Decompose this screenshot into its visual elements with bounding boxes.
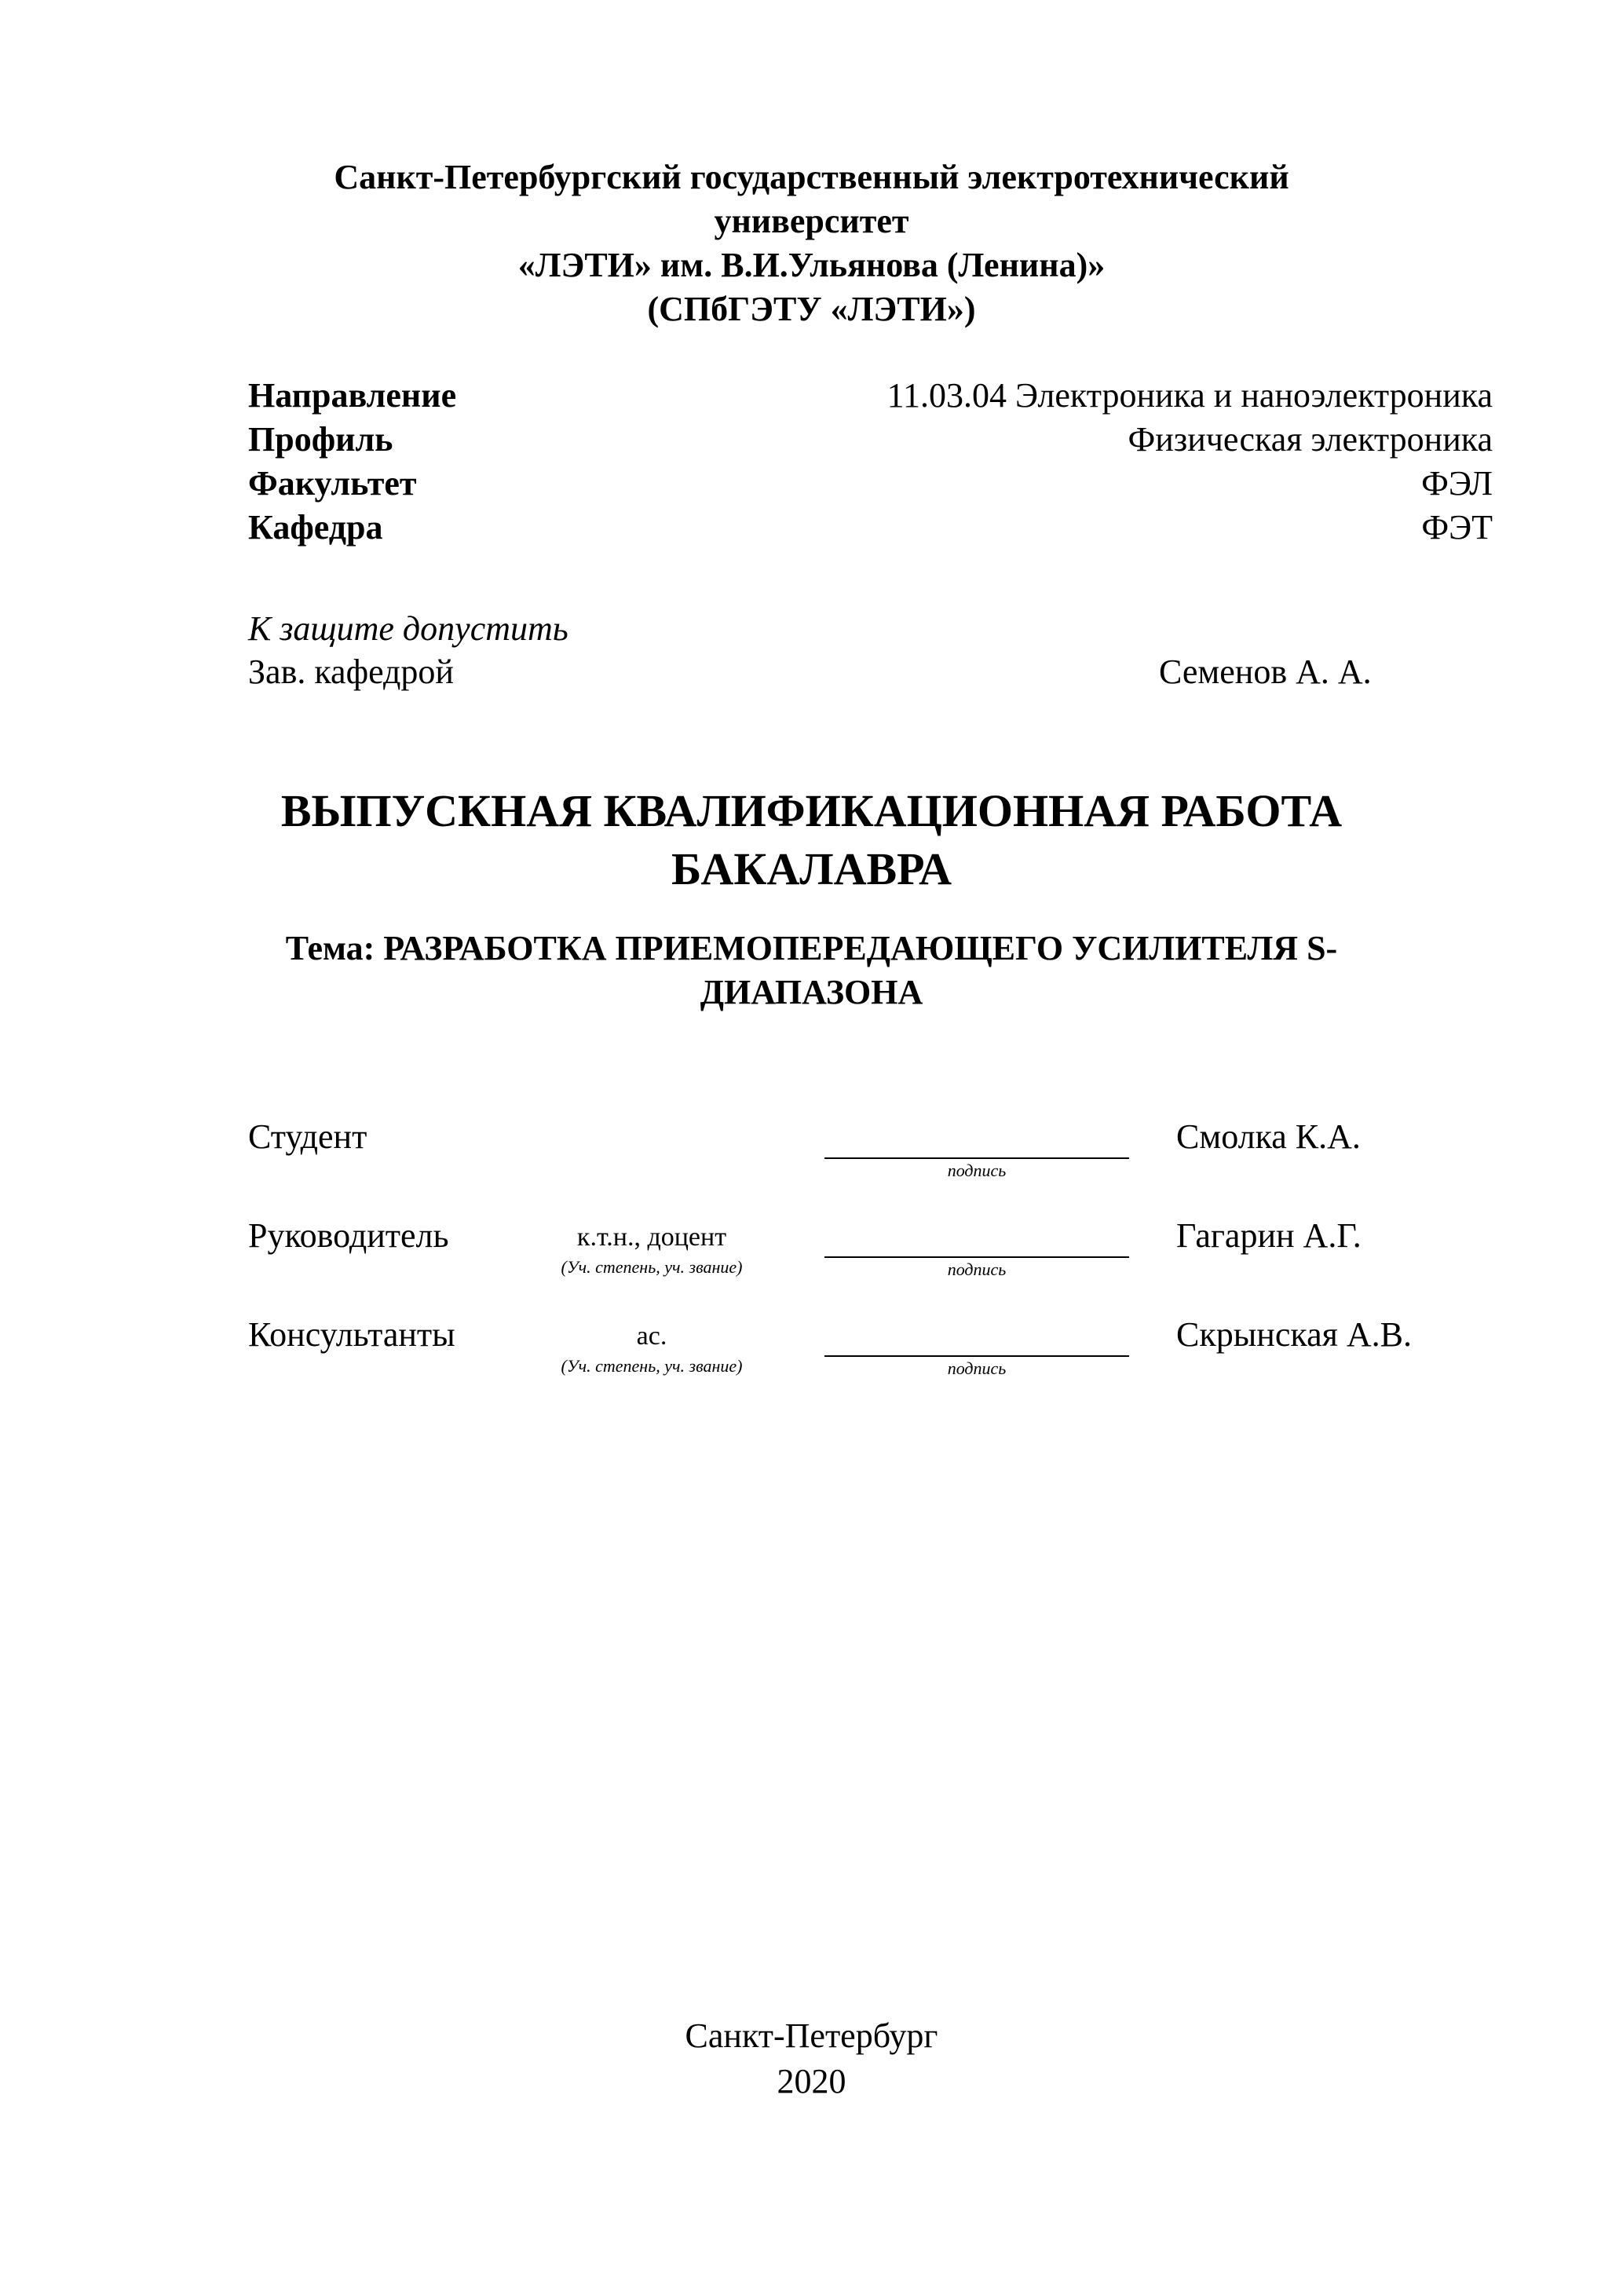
signature-caption-supervisor: подпись [947, 1260, 1007, 1279]
info-value-profile: Физическая электроника [1128, 420, 1493, 459]
signature-degree-supervisor: к.т.н., доцент [576, 1223, 727, 1252]
signature-degree-consultants: ас. [636, 1322, 667, 1351]
university-name-line-1: Санкт-Петербургский государственный электротехнический [334, 158, 1289, 196]
info-label-profile: Профиль [248, 420, 393, 459]
footer-year: 2020 [777, 2062, 846, 2100]
info-label-direction: Направление [248, 376, 457, 415]
info-value-department: ФЭТ [1421, 508, 1493, 547]
signature-line-student [824, 1157, 1129, 1159]
info-value-direction: 11.03.04 Электроника и наноэлектроника [886, 376, 1493, 415]
info-value-faculty: ФЭЛ [1421, 464, 1493, 503]
signature-caption-student: подпись [947, 1161, 1007, 1180]
signature-degree-caption-consultants: (Уч. степень, уч. звание) [561, 1356, 743, 1376]
head-of-department-name: Семенов А. А. [1159, 653, 1372, 691]
info-label-faculty: Факультет [248, 464, 417, 503]
footer-city: Санкт-Петербург [685, 2016, 938, 2055]
footer [0, 2013, 1623, 2104]
thesis-topic-line-1: Тема: РАЗРАБОТКА ПРИЕМОПЕРЕДАЮЩЕГО УСИЛИТЕЛЯ S- [285, 929, 1338, 967]
signature-name-student: Смолка К.А. [1176, 1117, 1361, 1156]
head-of-department-role: Зав. кафедрой [248, 653, 454, 691]
document-title-line-1: ВЫПУСКНАЯ КВАЛИФИКАЦИОННАЯ РАБОТА [280, 785, 1343, 836]
signature-name-consultants: Скрынская А.В. [1176, 1315, 1412, 1354]
signature-line-consultants [824, 1355, 1129, 1357]
signature-degree-caption-supervisor: (Уч. степень, уч. звание) [561, 1257, 743, 1277]
thesis-topic [0, 927, 1623, 1015]
university-header [0, 155, 1623, 331]
signature-role-supervisor: Руководитель [248, 1216, 449, 1255]
university-name-line-2: университет [714, 202, 909, 240]
signature-role-consultants: Консультанты [248, 1315, 455, 1354]
thesis-topic-line-2: ДИАПАЗОНА [700, 973, 923, 1011]
info-label-department: Кафедра [248, 508, 383, 547]
document-title [0, 782, 1623, 898]
defense-approval-note: К защите допустить [248, 609, 568, 648]
university-abbrev: (СПбГЭТУ «ЛЭТИ») [647, 290, 976, 328]
signature-role-student: Студент [248, 1117, 367, 1156]
signature-line-supervisor [824, 1256, 1129, 1258]
document-title-line-2: БАКАЛАВРА [671, 843, 952, 894]
signature-caption-consultants: подпись [947, 1358, 1007, 1378]
university-name-line-3: «ЛЭТИ» им. В.И.Ульянова (Ленина)» [517, 246, 1106, 284]
signature-name-supervisor: Гагарин А.Г. [1176, 1216, 1362, 1255]
